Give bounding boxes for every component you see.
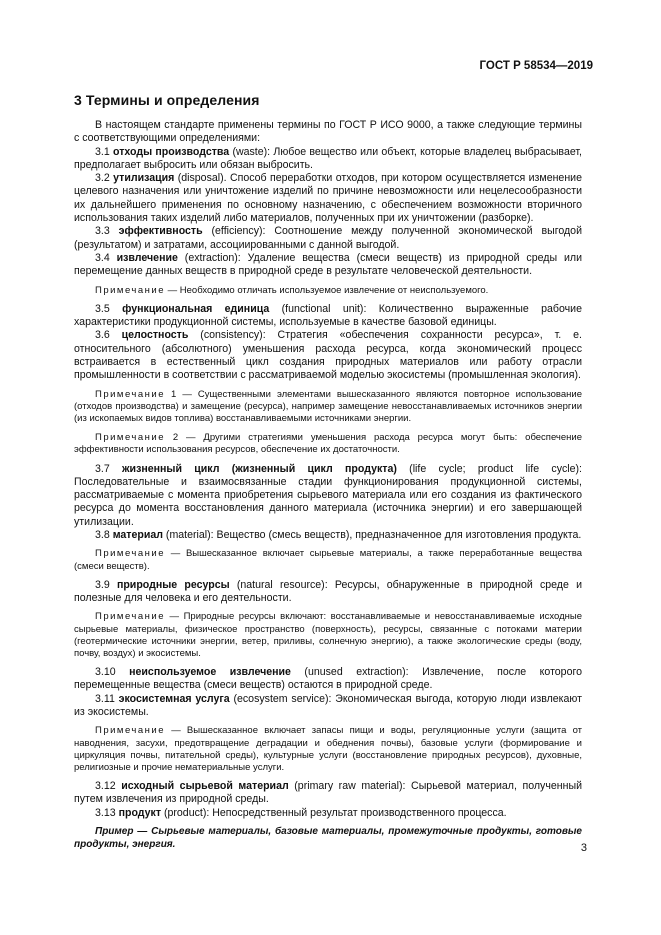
term-definition: (efficiency): Соотношение между полученной экономической выгодой (результатом) и затратами, ассоциированными с данной выгодой.: [74, 225, 582, 251]
note-label: Примечание: [95, 548, 165, 560]
note-3-9: [74, 611, 582, 660]
note-3-11: [74, 725, 582, 774]
term-definition: (natural resource): Ресурсы, обнаруженные в природной среде и полезные для человека и его деятельности.: [74, 578, 582, 605]
term-number: 3.11: [95, 692, 115, 705]
term-definition: (extraction): Удаление вещества (смеси веществ) из природной среды или перемещение данных веществ в природной среде в результате человеческой деятельности.: [74, 251, 582, 278]
term-name: эффективность: [118, 225, 203, 238]
term-definition: (waste): Любое вещество или объект, которые владелец выбрасывает, предполагает выбросить или обязан выбросить.: [74, 145, 582, 171]
section-title: 3 Термины и определения: [74, 92, 260, 108]
term-name: неиспользуемое извлечение: [129, 666, 291, 679]
term-definition: (product): Непосредственный результат производственного процесса.: [161, 806, 507, 819]
term-3-8: [74, 529, 582, 542]
term-3-13: [74, 807, 582, 820]
term-3-12: [74, 780, 582, 807]
term-3-4: [74, 252, 582, 279]
term-3-10: [74, 666, 582, 693]
note-label: Примечание: [95, 725, 165, 737]
intro-paragraph: В настоящем стандарте применены термины по ГОСТ Р ИСО 9000, а также следующие термины с соответствующими определениями:: [74, 119, 582, 145]
term-definition: (primary raw material): Сырьевой материал, полученный путем извлечения из природной среды.: [74, 780, 582, 806]
term-name: исходный сырьевой материал: [121, 780, 289, 793]
term-3-5: [74, 303, 582, 330]
term-3-9: [74, 579, 582, 606]
term-definition: (unused extraction): Извлечение, после которого перемещенные вещества (смеси веществ) остаются в природной среде.: [74, 666, 582, 692]
note-3-8: [74, 548, 582, 572]
term-name: материал: [112, 529, 163, 542]
term-number: 3.7: [95, 462, 110, 475]
standard-number: ГОСТ Р 58534—2019: [479, 60, 593, 72]
page-content: [74, 92, 582, 851]
term-name: природные ресурсы: [116, 578, 230, 591]
note-3-4: [74, 285, 582, 297]
term-3-1: [74, 146, 582, 173]
term-3-7: [74, 463, 582, 529]
term-number: 3.6: [95, 329, 110, 342]
note-text: 1 — Существенными элементами вышесказанного являются повторное использование (отходов производства) и замещение (ресурса), например замещение невосстанавливаемых источников энергии (из ископаемых видов топлива) восстанавливаемыми источниками энергии.: [74, 388, 582, 424]
term-name: жизненный цикл (жизненный цикл продукта): [122, 462, 397, 475]
term-number: 3.13: [95, 806, 116, 819]
term-number: 3.4: [95, 251, 110, 264]
term-name: экосистемная услуга: [118, 692, 230, 705]
note-label: Примечание: [95, 611, 165, 623]
term-3-11: [74, 693, 582, 720]
term-number: 3.10: [95, 666, 116, 679]
note-text: — Вышесказанное включает запасы пищи и воды, регуляционные услуги (защита от наводнения, засухи, предотвращение деградации и обеднения почвы), базовые услуги (формирование и циркуляция почвы, питательной среды), культурные услуги (восстановление природных ресурсов), духовные, религиозные и прочие нематериальные услуги.: [74, 725, 582, 773]
term-definition: (functional unit): Количественно выраженные рабочие характеристики продукционной системы, используемые в качестве базовой единицы.: [74, 302, 582, 329]
note-label: Примечание: [95, 284, 165, 296]
term-number: 3.1: [95, 145, 110, 158]
term-number: 3.2: [95, 172, 110, 185]
note-text: 2 — Другими стратегиями уменьшения расхода ресурса могут быть: обеспечение эффективности использования ресурсов, обеспечение их достаточности.: [74, 432, 582, 456]
term-3-3: [74, 225, 582, 252]
term-number: 3.5: [95, 302, 110, 315]
term-definition: (consistency): Стратегия «обеспечения сохранности ресурса», т. е. относительного (абсолютного) уменьшения расхода ресурса, когда экономический процесс встраивается в естественный цикл создания природных материалов или работу отрасли промышленности в соответствии с рассматриваемой моделью экосистемы (промышленная экология).: [74, 329, 582, 382]
note-text: — Природные ресурсы включают: восстанавливаемые и невосстанавливаемые исходные сырьевые материалы, физическое пространство (поверхность), ресурсы, связанные с потоками материи (геотермические источники энергии, ветер, приливы, солнечную энергию), а также экологические среды (воду, почву, воздух) и экосистемы.: [74, 611, 582, 659]
term-3-6: [74, 329, 582, 382]
term-definition: (disposal). Способ переработки отходов, при котором осуществляется изменение целевого назначения или уничтожение изделий по причине невозможности или нецелесообразности их дальнейшего применения по основному назначению, с обеспечением возможности вторичного использования таких изделий либо материалов, полученных при их уничтожении (разборке).: [74, 172, 582, 225]
page-number: 3: [580, 842, 587, 854]
term-name: функциональная единица: [122, 302, 270, 315]
term-number: 3.9: [95, 578, 110, 591]
term-3-2: [74, 172, 582, 225]
term-name: извлечение: [116, 251, 178, 264]
note-text: — Необходимо отличать используемое извлечение от неиспользуемого.: [165, 284, 489, 296]
note-label: Примечание: [95, 388, 165, 400]
note-text: — Вышесказанное включает сырьевые материалы, а также переработанные вещества (смеси веществ).: [74, 548, 582, 572]
term-definition: (life cycle; product life cycle): Последовательные и взаимосвязанные стадии функционирования продукционной системы, рассматриваемые с момента приобретения сырьевого материала или его создания из фактического ресурса до момента восстановления данного материала (источника энергии) и его завершающей утилизации.: [74, 462, 582, 528]
term-definition: (ecosystem service): Экономическая выгода, которую люди извлекают из экосистемы.: [74, 692, 582, 719]
note-label: Примечание: [95, 432, 165, 444]
example-paragraph: Пример — Сырьевые материалы, базовые материалы, промежуточные продукты, готовые продукты, энергия.: [74, 826, 582, 850]
term-name: продукт: [118, 806, 162, 819]
term-number: 3.8: [95, 529, 110, 542]
term-name: утилизация: [113, 172, 175, 185]
note-3-6-1: [74, 389, 582, 426]
term-name: целостность: [121, 329, 189, 342]
note-3-6-2: [74, 432, 582, 456]
term-number: 3.3: [95, 225, 110, 238]
term-definition: (material): Вещество (смесь веществ), предназначенное для изготовления продукта.: [162, 529, 582, 542]
term-number: 3.12: [95, 780, 116, 793]
term-name: отходы производства: [113, 145, 230, 158]
